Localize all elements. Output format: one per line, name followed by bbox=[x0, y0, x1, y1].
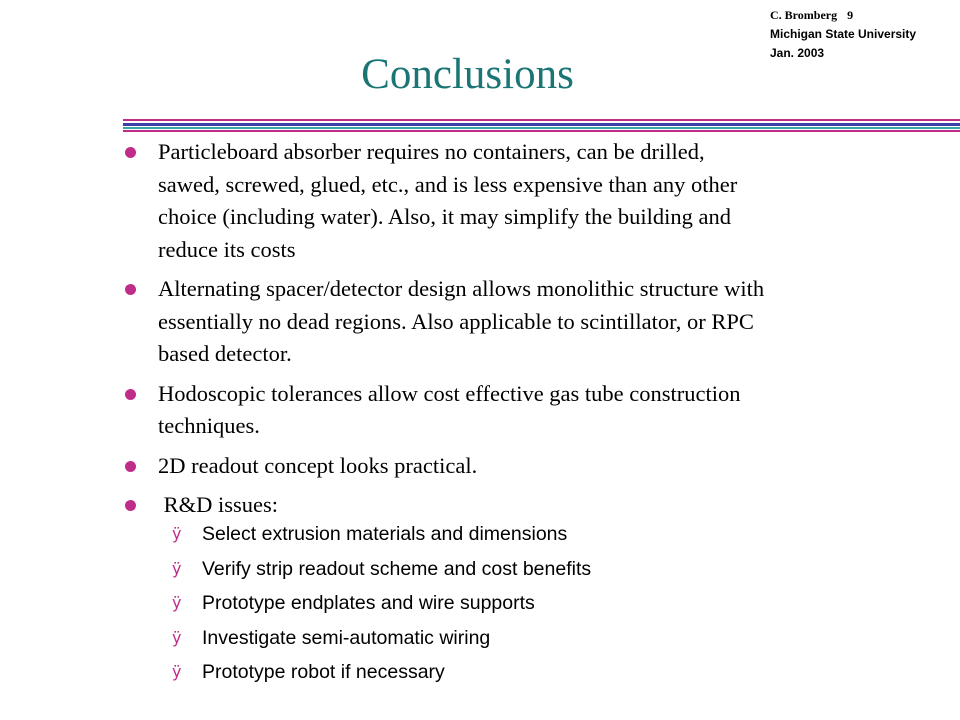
bullet-dot-icon bbox=[125, 389, 136, 400]
sub-bullet-item bbox=[172, 655, 591, 690]
title-divider-line bbox=[123, 130, 960, 132]
sub-bullet-marker-icon: ÿ bbox=[172, 662, 182, 681]
bullet-list bbox=[122, 136, 772, 529]
bullet-item bbox=[122, 450, 772, 483]
sub-bullet-item bbox=[172, 621, 591, 656]
bullet-text: 2D readout concept looks practical. bbox=[158, 452, 478, 478]
bullet-dot-icon bbox=[125, 147, 136, 158]
title-divider-line bbox=[123, 119, 960, 121]
bullet-dot-icon bbox=[125, 284, 136, 295]
author-line bbox=[770, 6, 916, 25]
slide-title: Conclusions bbox=[361, 51, 574, 98]
bullet-item bbox=[122, 378, 772, 443]
sub-bullet-marker-icon: ÿ bbox=[172, 524, 182, 543]
sub-bullet-marker-icon: ÿ bbox=[172, 593, 182, 612]
bullet-text: R&D issues: bbox=[158, 492, 279, 517]
affiliation: Michigan State University bbox=[770, 27, 917, 41]
page-number: 9 bbox=[847, 8, 854, 22]
bullet-dot-icon bbox=[125, 500, 136, 511]
sub-bullet-text: Prototype robot if necessary bbox=[202, 661, 445, 683]
sub-bullet-text: Select extrusion materials and dimensions bbox=[202, 523, 568, 545]
sub-bullet-text: Prototype endplates and wire supports bbox=[202, 592, 535, 614]
sub-bullet-list bbox=[172, 517, 591, 690]
author-name: C. Bromberg bbox=[770, 8, 838, 22]
bullet-text: Alternating spacer/detector design allows monolithic structure with essentially no dead regions. Also applicable to scintillator, or RPC based detector. bbox=[158, 276, 765, 366]
sub-bullet-text: Investigate semi-automatic wiring bbox=[202, 626, 491, 649]
bullet-text: Particleboard absorber requires no containers, can be drilled, sawed, screwed, glued, etc., and is less expensive than any other choice (including water). Also, it may simplify the building and reduce its costs bbox=[158, 139, 738, 262]
bullet-item bbox=[122, 136, 772, 266]
sub-bullet-item bbox=[172, 517, 591, 552]
title-divider-line bbox=[123, 123, 960, 126]
bullet-text: Hodoscopic tolerances allow cost effective gas tube construction techniques. bbox=[158, 380, 741, 438]
bullet-item bbox=[122, 273, 772, 371]
sub-bullet-marker-icon: ÿ bbox=[172, 558, 182, 578]
bullet-dot-icon bbox=[125, 461, 136, 472]
sub-bullet-item bbox=[172, 552, 591, 587]
title-divider-line bbox=[123, 127, 960, 129]
sub-bullet-marker-icon: ÿ bbox=[172, 627, 182, 647]
sub-bullet-text: Verify strip readout scheme and cost benefits bbox=[202, 557, 592, 580]
sub-bullet-item bbox=[172, 586, 591, 621]
date: Jan. 2003 bbox=[770, 46, 825, 60]
